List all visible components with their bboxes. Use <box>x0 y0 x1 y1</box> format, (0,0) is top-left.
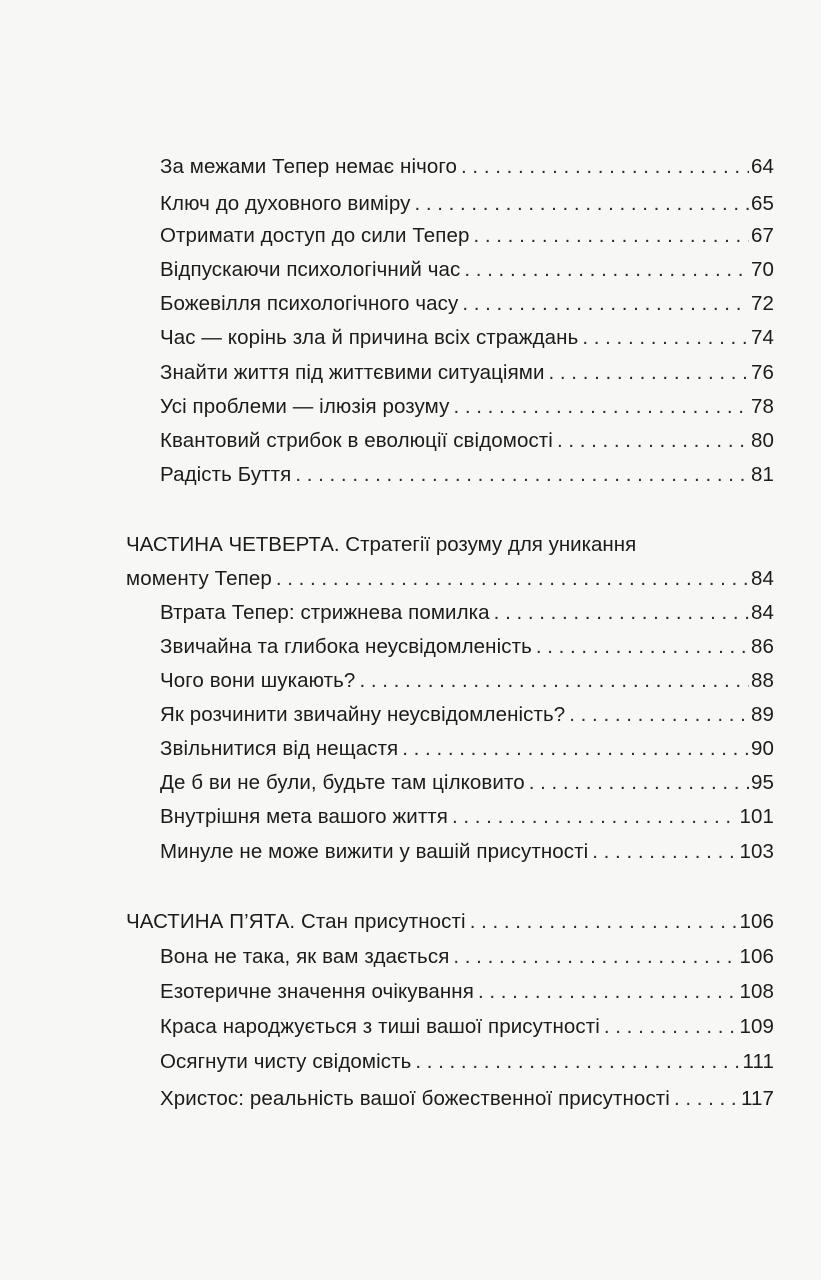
leader-dots <box>462 287 749 321</box>
leader-dots <box>549 356 749 390</box>
toc-entry-title: Час — корінь зла й причина всіх страждань <box>160 326 579 349</box>
leader-dots <box>461 150 749 184</box>
toc-entry <box>160 940 774 974</box>
toc-entry-page: 89 <box>750 703 774 726</box>
leader-dots <box>536 630 749 664</box>
toc-entry-title: Радість Буття <box>160 463 292 486</box>
leader-dots <box>474 219 749 253</box>
toc-entry <box>160 150 774 184</box>
toc-entry-title: Вона не така, як вам здається <box>160 945 450 968</box>
toc-entry-title: Краса народжується з тиші вашої присутності <box>160 1015 600 1038</box>
toc-entry <box>160 975 774 1009</box>
toc-entry-page: 64 <box>750 155 774 178</box>
leader-dots <box>415 1045 740 1079</box>
toc-entry <box>160 390 774 424</box>
toc-entry <box>160 630 774 664</box>
toc-entry-page: 65 <box>750 192 774 215</box>
toc-entry <box>160 219 774 253</box>
toc-entry-page: 70 <box>750 258 774 281</box>
toc-entry-title: моменту Тепер <box>126 567 272 590</box>
toc-entry <box>160 424 774 458</box>
toc-entry-page: 67 <box>750 224 774 247</box>
leader-dots <box>402 732 749 766</box>
leader-dots <box>470 905 738 939</box>
leader-dots <box>674 1082 739 1116</box>
toc-entry-page: 74 <box>750 326 774 349</box>
toc-entry-title: Втрата Тепер: стрижнева помилка <box>160 601 490 624</box>
toc-entry <box>160 766 774 800</box>
toc-entry-title: Езотеричне значення очікування <box>160 980 474 1003</box>
toc-entry-page: 106 <box>739 910 774 933</box>
toc-entry-title: Осягнути чисту свідомість <box>160 1050 412 1073</box>
toc-entry <box>160 596 774 630</box>
toc-entry-page: 106 <box>739 945 774 968</box>
toc-entry-page: 72 <box>750 292 774 315</box>
toc-entry-title: ЧАСТИНА П’ЯТА. Стан присутності <box>126 910 466 933</box>
leader-dots <box>453 390 749 424</box>
toc-entry <box>160 287 774 321</box>
toc-entry-title: Звичайна та глибока неусвідомленість <box>160 635 532 658</box>
toc-entry-page: 88 <box>750 669 774 692</box>
toc-entry-page: 80 <box>750 429 774 452</box>
toc-entry <box>160 800 774 834</box>
leader-dots <box>557 424 749 458</box>
toc-entry-title: Внутрішня мета вашого життя <box>160 805 448 828</box>
toc-entry-page: 81 <box>750 463 774 486</box>
leader-dots <box>569 698 749 732</box>
toc-part-entry <box>126 562 774 596</box>
toc-entry-title: Відпускаючи психологічний час <box>160 258 461 281</box>
toc-entry-title: Усі проблеми — ілюзія розуму <box>160 395 450 418</box>
toc-entry-title: Христос: реальність вашої божественної присутності <box>160 1087 670 1110</box>
toc-entry-title: Божевілля психологічного часу <box>160 292 459 315</box>
toc-entry <box>160 698 774 732</box>
leader-dots <box>582 321 749 355</box>
toc-entry-title: Ключ до духовного виміру <box>160 192 411 215</box>
leader-dots <box>494 596 749 630</box>
toc-entry <box>160 1010 774 1044</box>
toc-entry <box>160 356 774 390</box>
leader-dots <box>414 187 749 221</box>
toc-entry-title: Минуле не може вижити у вашій присутності <box>160 840 589 863</box>
toc-entry <box>160 187 774 221</box>
toc-entry-page: 111 <box>742 1050 774 1073</box>
toc-entry-page: 78 <box>750 395 774 418</box>
toc-entry <box>160 321 774 355</box>
leader-dots <box>478 975 738 1009</box>
part-heading: ЧАСТИНА ЧЕТВЕРТА. Стратегії розуму для уникання <box>126 533 637 556</box>
toc-entry-page: 76 <box>750 361 774 384</box>
toc-entry <box>160 664 774 698</box>
leader-dots <box>453 940 737 974</box>
toc-entry-page: 101 <box>739 805 774 828</box>
leader-dots <box>592 835 737 869</box>
toc-entry-page: 109 <box>739 1015 774 1038</box>
toc-entry-page: 84 <box>750 601 774 624</box>
toc-entry <box>160 458 774 492</box>
toc-entry <box>160 1045 774 1079</box>
toc-entry <box>160 835 774 869</box>
toc-entry-title: Отримати доступ до сили Тепер <box>160 224 470 247</box>
toc-entry-page: 117 <box>741 1087 774 1110</box>
leader-dots <box>359 664 749 698</box>
toc-entry-title: Чого вони шукають? <box>160 669 356 692</box>
toc-entry-page: 84 <box>750 567 774 590</box>
toc-entry-title: Як розчинити звичайну неусвідомленість? <box>160 703 566 726</box>
toc-entry <box>160 732 774 766</box>
leader-dots <box>464 253 749 287</box>
leader-dots <box>452 800 737 834</box>
leader-dots <box>276 562 749 596</box>
toc-entry-page: 86 <box>750 635 774 658</box>
toc-entry-page: 108 <box>739 980 774 1003</box>
toc-entry-page: 90 <box>750 737 774 760</box>
toc-entry <box>160 1082 774 1116</box>
leader-dots <box>529 766 749 800</box>
toc-entry <box>160 253 774 287</box>
toc-entry-page: 103 <box>739 840 774 863</box>
toc-entry-title: Звільнитися від нещастя <box>160 737 399 760</box>
toc-part-entry <box>126 905 774 939</box>
toc-entry-page: 95 <box>750 771 774 794</box>
leader-dots <box>604 1010 738 1044</box>
toc-entry-title: Квантовий стрибок в еволюції свідомості <box>160 429 553 452</box>
leader-dots <box>295 458 749 492</box>
toc-entry-title: За межами Тепер немає нічого <box>160 155 458 178</box>
toc-entry-title: Де б ви не були, будьте там цілковито <box>160 771 525 794</box>
toc-entry-title: Знайти життя під життєвими ситуаціями <box>160 361 545 384</box>
